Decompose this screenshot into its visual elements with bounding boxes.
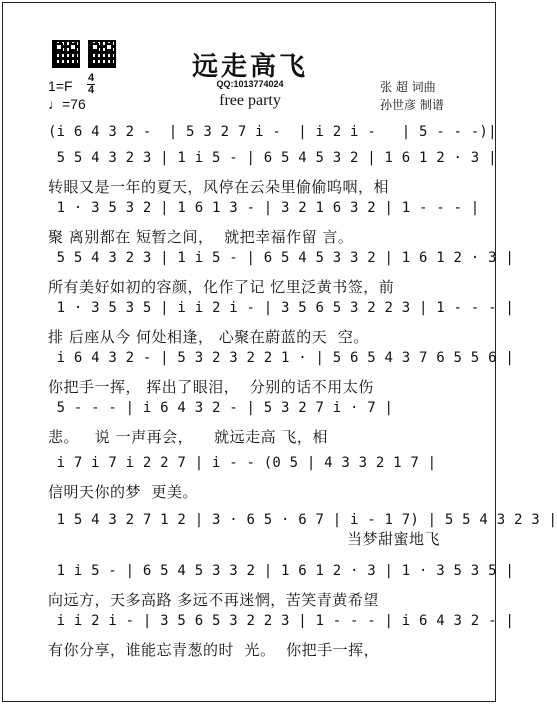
lyric-line: 转眼又是一年的夏天，风停在云朵里偷偷呜咽，相 <box>48 178 390 196</box>
lyric-line: 所有美好如初的容颜，化作了记 忆里泛黄书签，前 <box>48 278 395 296</box>
notation-line: i 6 4 3 2 - | 5 3 2 3 2 2 1 · | 5 6 5 4 3 7 6 5 5 6 | <box>48 350 514 366</box>
lyric-line: 向远方，天多高路 多远不再迷惘，苦笑青黄希望 <box>48 591 379 609</box>
lyric-line: 你把手一挥， 挥出了眼泪， 分别的话不用太伤 <box>48 378 374 396</box>
time-signature <box>87 73 95 96</box>
lyric-line: 当梦甜蜜地飞 <box>346 530 440 548</box>
lyric-line: 悲。 说 一声再会， 就远走高 飞，相 <box>48 428 328 446</box>
notation-line: 1 5 4 3 2 7 1 2 | 3 · 6 5 · 6 7 | i - 1 7) | 5 5 4 3 2 3 | <box>48 512 557 528</box>
tempo-marking: ♩=76 <box>48 96 86 112</box>
notation-line: i 7 i 7 i 2 2 7 | i - - (0 5 | 4 3 3 2 1 7 | <box>48 455 437 471</box>
qq-number: QQ:1013774024 <box>216 79 284 89</box>
lyricist-composer-credit: 张 超 词曲 <box>380 80 436 94</box>
song-subtitle: free party <box>219 92 281 109</box>
notation-line: 5 - - - | i 6 4 3 2 - | 5 3 2 7 i · 7 | <box>48 400 394 416</box>
notation-line: i i 2 i - | 3 5 6 5 3 2 2 3 | 1 - - - | i 6 4 3 2 - | <box>48 613 514 629</box>
lyric-line: 有你分享，谁能忘青葱的时 光。 你把手一挥， <box>48 641 380 659</box>
lyric-line: 聚 离别都在 短暂之间， 就把幸福作留 言。 <box>48 228 354 246</box>
lyric-line: 排 后座从今 何处相逢， 心聚在蔚蓝的天 空。 <box>48 328 369 346</box>
notation-line: 1 i 5 - | 6 5 4 5 3 3 2 | 1 6 1 2 · 3 | 1 · 3 5 3 5 | <box>48 563 514 579</box>
time-numerator: 4 <box>87 72 95 84</box>
notation-line: 1 · 3 5 3 5 | i i 2 i - | 3 5 6 5 3 2 2 3 | 1 - - - | <box>48 300 514 316</box>
time-denominator: 4 <box>87 84 95 96</box>
transcriber-credit: 孙世彦 制谱 <box>380 98 444 112</box>
notation-line: (i 6 4 3 2 - | 5 3 2 7 i - | i 2 i - | 5 - - -)| <box>48 124 497 140</box>
key-signature: 1=F <box>48 78 73 94</box>
lyric-line: 信明天你的梦 更美。 <box>48 483 199 501</box>
song-title: 远走高飞 <box>191 52 308 81</box>
notation-line: 5 5 4 3 2 3 | 1 i 5 - | 6 5 4 5 3 3 2 | 1 6 1 2 · 3 | <box>48 250 514 266</box>
notation-line: 1 · 3 5 3 2 | 1 6 1 3 - | 3 2 1 6 3 2 | 1 - - - | <box>48 200 480 216</box>
notation-line: 5 5 4 3 2 3 | 1 i 5 - | 6 5 4 5 3 2 | 1 6 1 2 · 3 | <box>48 150 497 166</box>
